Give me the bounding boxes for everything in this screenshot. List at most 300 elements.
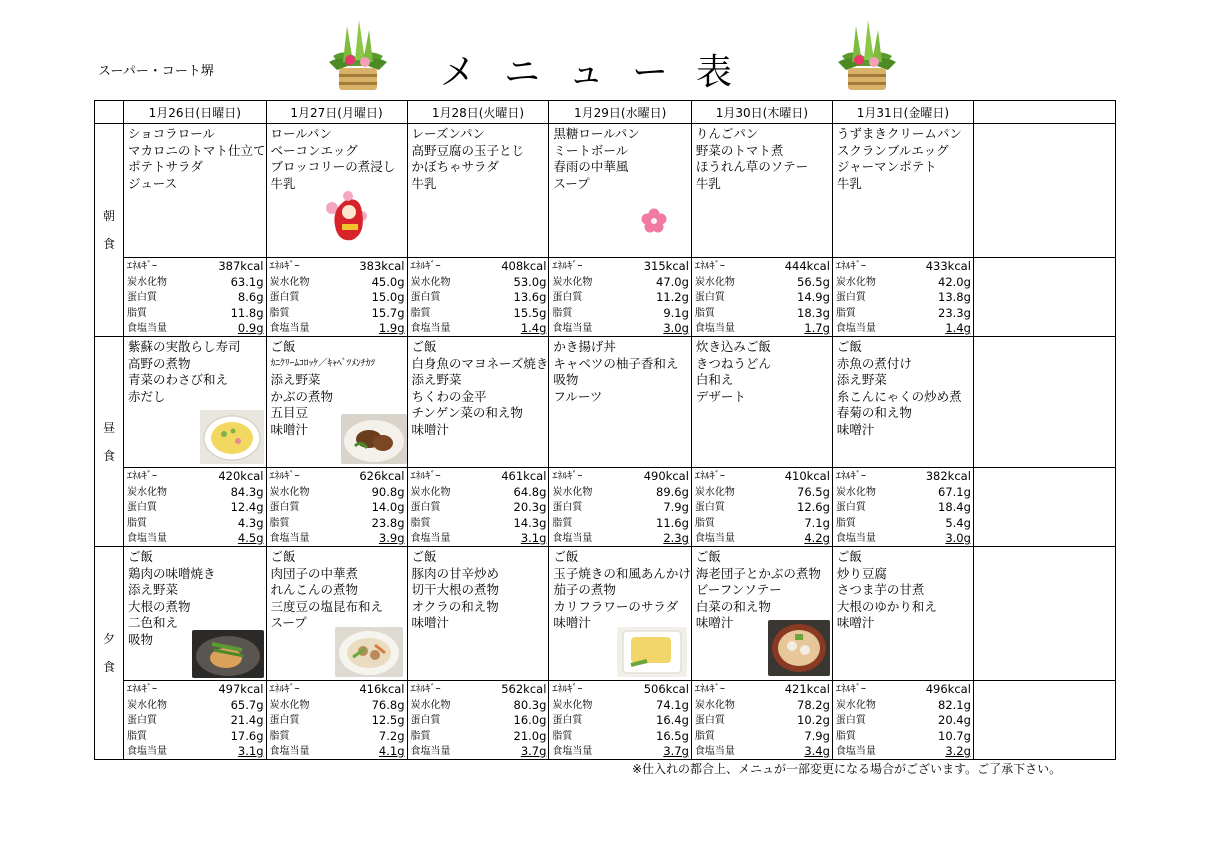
nutrient-label: 脂質: [694, 517, 715, 529]
menu-item: 糸こんにゃくの炒め煮: [836, 388, 962, 404]
nutrition-cell: [832, 681, 973, 760]
menu-item: ブロッコリーの煮浸し: [270, 159, 396, 174]
nutrient-label: 蛋白質: [410, 502, 441, 513]
menu-item: 五目豆: [270, 405, 309, 420]
menu-item: ご飯: [270, 549, 296, 564]
nutrient-label: 脂質: [127, 307, 147, 319]
nutrient-label: ｴﾈﾙｷﾞｰ: [127, 261, 157, 272]
nutrient-label: ｴﾈﾙｷﾞｰ: [835, 261, 866, 272]
nutrient-label: ｴﾈﾙｷﾞｰ: [694, 471, 725, 482]
nutrient-value: 7.2g: [378, 728, 405, 743]
nutrition-row: [692, 469, 832, 485]
menu-item: 味噌汁: [695, 615, 734, 630]
nutrient-label: 蛋白質: [694, 502, 725, 513]
menu-item: 牛乳: [695, 175, 721, 191]
nutrient-value: 11.6g: [656, 515, 689, 530]
nutrient-label: ｴﾈﾙｷﾞｰ: [269, 261, 300, 272]
nutrition-row: [692, 698, 832, 714]
nutrition-row: [549, 698, 691, 714]
menu-item: ショコラロール: [128, 126, 216, 141]
nutrient-label: 食塩当量: [269, 533, 310, 544]
nutrition-row: [267, 469, 407, 485]
menu-item: 白菜の和え物: [695, 598, 771, 614]
nutrient-label: ｴﾈﾙｷﾞｰ: [269, 684, 300, 695]
nutrient-value: 3.7g: [520, 744, 547, 758]
nutrient-value: 12.4g: [230, 500, 264, 514]
menu-item: 味噌汁: [836, 421, 875, 437]
menu-item: 添え野菜: [411, 372, 462, 387]
nutrient-label: 蛋白質: [552, 715, 583, 726]
nutrient-label: 炭水化物: [410, 699, 451, 711]
empty-cell: [973, 337, 1115, 468]
menu-item: 添え野菜: [128, 582, 179, 597]
nutrient-label: ｴﾈﾙｷﾞｰ: [410, 261, 441, 272]
nutrition-row: [549, 275, 691, 291]
nutrient-label: 食塩当量: [410, 746, 451, 757]
nutrition-row: [549, 259, 691, 275]
nutrient-value: 18.4g: [938, 500, 971, 514]
tamagoyaki-photo: [617, 627, 687, 677]
empty-cell: [973, 468, 1115, 547]
menu-item: 吸物: [553, 372, 579, 387]
nutrient-label: 脂質: [552, 517, 573, 529]
nutrient-value: 3.1g: [237, 744, 264, 758]
nutrient-label: 脂質: [410, 730, 431, 742]
menu-item: きつねうどん: [695, 355, 771, 371]
nutrition-cell: [266, 258, 407, 337]
nutrition-row: [124, 485, 266, 501]
menu-item: 二色和え: [128, 615, 179, 630]
miso-chicken-photo: [192, 630, 264, 678]
nutrient-label: ｴﾈﾙｷﾞｰ: [127, 684, 157, 695]
day-header: 1月29日(水曜日): [549, 101, 692, 124]
menu-item: れんこんの煮物: [270, 582, 359, 597]
nutrition-row: [833, 682, 973, 698]
nutrient-value: 3.9g: [378, 531, 405, 545]
nutrient-value: 65.7g: [230, 697, 264, 712]
kadomatsu-decoration-right: [832, 18, 902, 94]
nutrient-value: 626kcal: [359, 469, 405, 483]
nutrition-row: [267, 729, 407, 745]
nutrition-row: [549, 682, 691, 698]
nutrient-value: 383kcal: [359, 259, 405, 273]
dish-cell: [407, 337, 549, 468]
nutrient-value: 4.2g: [804, 531, 830, 545]
menu-item: 高野の煮物: [128, 355, 191, 371]
menu-item: ご飯: [836, 549, 862, 564]
nutrition-row: [692, 500, 832, 516]
nutrient-label: 脂質: [410, 307, 431, 319]
nutrient-label: 蛋白質: [694, 292, 725, 303]
nutrient-value: 4.3g: [237, 515, 264, 530]
menu-item: りんごパン: [695, 126, 759, 141]
menu-item: オクラの和え物: [411, 598, 499, 614]
nutrient-label: 食塩当量: [835, 746, 876, 757]
nutrition-row: [408, 698, 549, 714]
dinner-nutrition-row: [95, 681, 1116, 760]
nutrient-label: 脂質: [127, 730, 147, 742]
menu-item: 三度豆の塩昆布和え: [270, 598, 384, 614]
nutrient-value: 10.2g: [797, 713, 830, 727]
dish-cell: [832, 337, 973, 468]
nutrition-cell: [407, 258, 549, 337]
nutrition-row: [408, 469, 549, 485]
dish-cell: [549, 337, 692, 468]
nutrient-label: 脂質: [835, 730, 856, 742]
menu-item: ジャーマンポテト: [836, 159, 937, 174]
notice-text: ※仕入れの都合上、メニュが一部変更になる場合がございます。ご了承下さい。: [632, 762, 1062, 776]
nutrition-row: [267, 290, 407, 306]
lunch-nutrition-row: [95, 468, 1116, 547]
nutrient-value: 506kcal: [643, 682, 689, 696]
nutrition-row: [692, 259, 832, 275]
nutrient-label: 蛋白質: [127, 292, 157, 303]
nutrition-row: [267, 485, 407, 501]
nutrient-value: 84.3g: [230, 484, 264, 499]
nutrient-value: 56.5g: [797, 274, 830, 289]
nutrient-label: 食塩当量: [694, 533, 735, 544]
nutrient-value: 7.1g: [804, 515, 830, 530]
nutrient-label: 炭水化物: [694, 276, 735, 288]
nutrition-cell: [832, 258, 973, 337]
nutrient-label: 炭水化物: [694, 699, 735, 711]
menu-item: 白和え: [695, 372, 734, 387]
nutrient-value: 78.2g: [797, 697, 830, 712]
nutrition-row: [833, 744, 973, 759]
nutrient-value: 3.4g: [804, 744, 830, 758]
menu-item: ご飯: [695, 549, 721, 564]
nutrient-value: 3.7g: [663, 744, 689, 758]
nutrient-value: 315kcal: [643, 259, 689, 273]
menu-item: 味噌汁: [270, 421, 309, 437]
nutrition-row: [692, 290, 832, 306]
menu-item: スープ: [270, 615, 307, 630]
nutrient-label: 脂質: [127, 517, 147, 529]
nutrient-value: 444kcal: [784, 259, 830, 273]
nutrition-row: [549, 531, 691, 546]
nutrient-label: 脂質: [269, 730, 290, 742]
menu-item: 吸物: [128, 631, 154, 647]
menu-item: 白身魚のマヨネーズ焼き: [411, 355, 549, 371]
menu-item: 大根のゆかり和え: [836, 598, 937, 614]
nutrition-row: [833, 306, 973, 322]
nutrition-row: [692, 485, 832, 501]
nutrition-row: [549, 713, 691, 729]
nutrient-value: 67.1g: [938, 484, 971, 499]
nutrient-value: 76.5g: [797, 484, 830, 499]
nutrition-row: [267, 321, 407, 336]
corner-cell: [95, 101, 124, 124]
nutrition-row: [124, 321, 266, 336]
menu-item: キャベツの柚子香和え: [553, 355, 679, 371]
nutrition-row: [124, 275, 266, 291]
dish-cell: [266, 124, 407, 258]
nutrition-row: [833, 485, 973, 501]
nutrient-value: 76.8g: [371, 697, 405, 712]
nutrition-row: [124, 698, 266, 714]
nutrition-row: [124, 306, 266, 322]
menu-item: カリフラワーのサラダ: [553, 598, 679, 614]
dish-cell: [832, 547, 973, 681]
nutrition-row: [692, 516, 832, 532]
menu-item: かぼちゃサラダ: [411, 159, 499, 174]
menu-item: デザート: [695, 388, 746, 404]
nutrition-row: [408, 729, 549, 745]
nutrition-row: [267, 713, 407, 729]
nutrient-label: 炭水化物: [835, 486, 876, 498]
nutrition-row: [124, 469, 266, 485]
nutrient-value: 490kcal: [643, 469, 689, 483]
menu-item: 大根の煮物: [128, 598, 191, 614]
nutrition-row: [692, 275, 832, 291]
nutrient-label: 蛋白質: [552, 502, 583, 513]
menu-item: ポテトサラダ: [128, 159, 203, 174]
menu-item: チンゲン菜の和え物: [411, 405, 523, 420]
empty-cell: [973, 681, 1115, 760]
nutrient-value: 12.5g: [371, 713, 405, 727]
nutrition-row: [124, 290, 266, 306]
nutrient-value: 21.0g: [513, 728, 547, 743]
menu-item: レーズンパン: [411, 126, 486, 141]
nutrient-label: 蛋白質: [127, 502, 157, 513]
nutrient-label: 炭水化物: [552, 486, 593, 498]
nutrition-row: [833, 469, 973, 485]
meal-label-lunch: [95, 337, 124, 547]
nutrient-value: 11.2g: [656, 290, 689, 304]
nutrient-label: 食塩当量: [269, 746, 310, 757]
menu-item: スクランブルエッグ: [836, 142, 949, 158]
nutrient-label: ｴﾈﾙｷﾞｰ: [694, 684, 725, 695]
nutrient-label: 炭水化物: [269, 276, 310, 288]
nutrient-value: 13.8g: [938, 290, 971, 304]
nutrition-row: [692, 682, 832, 698]
nutrient-label: 脂質: [694, 730, 715, 742]
menu-item: フルーツ: [553, 388, 603, 404]
nutrient-value: 1.7g: [804, 321, 830, 335]
nutrient-value: 416kcal: [359, 682, 405, 696]
dish-cell: [124, 337, 267, 468]
nutrition-row: [124, 744, 266, 759]
nutrition-row: [692, 531, 832, 546]
menu-item: 鶏肉の味噌焼き: [128, 565, 216, 581]
nutrient-label: 食塩当量: [410, 533, 451, 544]
menu-item: 炒り豆腐: [836, 565, 887, 581]
menu-item: ご飯: [411, 339, 437, 354]
menu-item: 赤魚の煮付け: [836, 355, 912, 371]
nutrition-row: [549, 516, 691, 532]
nutrient-value: 387kcal: [218, 259, 264, 273]
nutrient-label: ｴﾈﾙｷﾞｰ: [552, 684, 583, 695]
nutrition-row: [267, 500, 407, 516]
plum-blossom-icon: [641, 208, 667, 234]
nutrition-row: [833, 275, 973, 291]
nutrient-label: 炭水化物: [410, 486, 451, 498]
nutrient-label: ｴﾈﾙｷﾞｰ: [410, 471, 441, 482]
nutrient-value: 14.9g: [797, 290, 830, 304]
nutrient-value: 10.7g: [938, 728, 971, 743]
nutrient-label: ｴﾈﾙｷﾞｰ: [835, 471, 866, 482]
menu-item: 青菜のわさび和え: [128, 372, 229, 387]
nutrient-label: ｴﾈﾙｷﾞｰ: [552, 261, 583, 272]
nutrient-value: 23.3g: [938, 305, 971, 320]
menu-item: ご飯: [270, 339, 296, 354]
nutrition-row: [124, 729, 266, 745]
nutrient-label: 脂質: [552, 730, 573, 742]
nutrition-row: [408, 306, 549, 322]
nutrient-value: 0.9g: [237, 321, 264, 335]
menu-item: 切干大根の煮物: [411, 582, 500, 597]
nutrient-label: ｴﾈﾙｷﾞｰ: [410, 684, 441, 695]
dish-cell: [266, 337, 407, 468]
meal-label-char: 食: [102, 237, 115, 251]
menu-item: 牛乳: [270, 175, 296, 191]
menu-item: マカロニのトマト仕立て: [128, 142, 266, 158]
nutrition-row: [124, 531, 266, 546]
menu-item: 黒糖ロールパン: [553, 126, 640, 141]
nutrient-label: 炭水化物: [694, 486, 735, 498]
nutrient-value: 3.0g: [945, 531, 971, 545]
nutrition-cell: [124, 468, 267, 547]
nutrient-label: 食塩当量: [127, 533, 167, 544]
nutrition-row: [408, 259, 549, 275]
nutrient-label: 脂質: [835, 517, 856, 529]
nutrient-label: 蛋白質: [269, 292, 300, 303]
menu-item: 炊き込みご飯: [695, 339, 771, 354]
meatball-chinese-stew-photo: [335, 627, 403, 677]
nutrition-cell: [266, 468, 407, 547]
nutrition-row: [267, 259, 407, 275]
dish-cell: [549, 124, 692, 258]
nutrition-cell: [549, 258, 692, 337]
breakfast-nutrition-row: [95, 258, 1116, 337]
nutrition-row: [549, 500, 691, 516]
nutrient-value: 12.6g: [797, 500, 830, 514]
nutrient-value: 433kcal: [925, 259, 971, 273]
nutrition-row: [692, 729, 832, 745]
nutrient-value: 13.6g: [513, 290, 547, 304]
nutrition-row: [833, 516, 973, 532]
nutrition-row: [408, 744, 549, 759]
dish-cell: [124, 547, 267, 681]
nutrient-label: 食塩当量: [552, 746, 593, 757]
dish-cell: [832, 124, 973, 258]
nutrient-label: 食塩当量: [552, 323, 593, 334]
menu-item: スープ: [553, 175, 590, 191]
nutrient-value: 17.6g: [230, 728, 264, 743]
nutrient-value: 21.4g: [230, 713, 264, 727]
nutrient-value: 410kcal: [784, 469, 830, 483]
day-header: 1月26日(日曜日): [124, 101, 267, 124]
nutrient-label: 蛋白質: [835, 502, 866, 513]
nutrient-value: 420kcal: [218, 469, 264, 483]
nutrient-label: 炭水化物: [127, 699, 167, 711]
nutrient-value: 89.6g: [656, 484, 689, 499]
nutrient-label: 炭水化物: [835, 699, 876, 711]
lunch-dish-row: [95, 337, 1116, 468]
day-header: 1月28日(火曜日): [407, 101, 549, 124]
nutrient-label: 食塩当量: [127, 323, 167, 334]
nutrition-cell: [549, 468, 692, 547]
nutrient-label: 炭水化物: [127, 486, 167, 498]
nutrient-value: 16.5g: [656, 728, 689, 743]
nutrient-value: 461kcal: [501, 469, 547, 483]
menu-item: ミートボール: [553, 142, 629, 158]
nutrition-row: [408, 485, 549, 501]
nutrient-value: 64.8g: [513, 484, 547, 499]
nutrition-row: [833, 321, 973, 336]
empty-cell: [973, 124, 1115, 258]
nutrition-row: [833, 500, 973, 516]
day-header: 1月30日(木曜日): [691, 101, 832, 124]
dish-cell: [266, 547, 407, 681]
nutrient-value: 9.1g: [663, 305, 689, 320]
croquette-photo: [341, 414, 407, 464]
nutrient-label: 食塩当量: [552, 533, 593, 544]
nutrient-label: ｴﾈﾙｷﾞｰ: [694, 261, 725, 272]
nutrient-label: 蛋白質: [269, 502, 300, 513]
nutrient-label: 炭水化物: [835, 276, 876, 288]
menu-item: ロールパン: [270, 126, 332, 141]
nutrient-label: 蛋白質: [410, 292, 441, 303]
nutrient-label: ｴﾈﾙｷﾞｰ: [269, 471, 300, 482]
nutrient-value: 3.0g: [663, 321, 689, 335]
nutrition-row: [408, 321, 549, 336]
meal-label-char: 朝: [102, 209, 115, 223]
nutrition-row: [408, 500, 549, 516]
nutrition-cell: [691, 681, 832, 760]
nutrition-row: [692, 744, 832, 759]
menu-item: ご飯: [411, 549, 437, 564]
nutrition-row: [408, 713, 549, 729]
nutrient-label: 蛋白質: [835, 715, 866, 726]
kadomatsu-decoration-left: [323, 18, 393, 94]
nutrition-cell: [691, 468, 832, 547]
nutrition-cell: [407, 681, 549, 760]
nutrition-cell: [124, 681, 267, 760]
menu-item: 春菊の和え物: [836, 405, 912, 420]
nutrient-value: 63.1g: [230, 274, 264, 289]
nutrient-label: 食塩当量: [269, 323, 310, 334]
menu-item: 肉団子の中華煮: [270, 565, 359, 581]
meal-label-char: 食: [102, 448, 115, 463]
nutrition-row: [833, 531, 973, 546]
nutrient-value: 14.3g: [513, 515, 547, 530]
nutrient-label: 脂質: [835, 307, 856, 319]
nutrient-label: ｴﾈﾙｷﾞｰ: [127, 471, 157, 482]
menu-item: 野菜のトマト煮: [695, 142, 784, 158]
nutrient-value: 18.3g: [797, 305, 830, 320]
nutrition-row: [549, 744, 691, 759]
nutrient-label: 炭水化物: [410, 276, 451, 288]
nutrient-label: 炭水化物: [552, 276, 593, 288]
meal-label-char: 昼: [102, 420, 115, 435]
empty-cell: [973, 258, 1115, 337]
dish-cell: [407, 124, 549, 258]
nutrient-value: 14.0g: [371, 500, 405, 514]
nutrient-label: 蛋白質: [269, 715, 300, 726]
menu-item: ご飯: [836, 339, 862, 354]
nutrient-value: 53.0g: [513, 274, 547, 289]
nutrient-value: 16.0g: [513, 713, 547, 727]
nutrition-cell: [407, 468, 549, 547]
nutrient-label: 脂質: [269, 307, 290, 319]
nutrient-label: 蛋白質: [552, 292, 583, 303]
nutrient-label: 食塩当量: [835, 323, 876, 334]
meal-label-breakfast: [95, 124, 124, 337]
nutrient-label: ｴﾈﾙｷﾞｰ: [835, 684, 866, 695]
menu-item: ちくわの金平: [411, 388, 487, 404]
chirashi-sushi-photo: [200, 410, 264, 464]
